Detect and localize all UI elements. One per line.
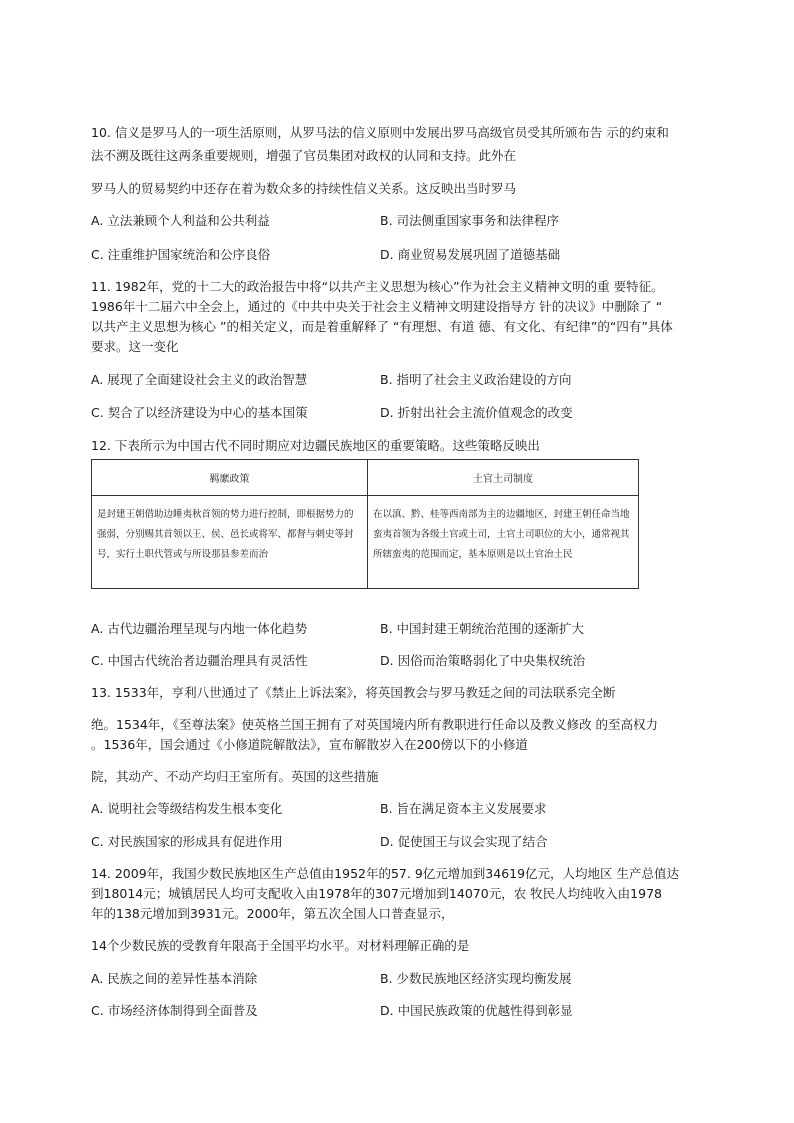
- q13-stem-line-1: 13. 1533年，亨利八世通过了《禁止上诉法案》，将英国教会与罗马教廷之间的司法联系完全断: [91, 685, 616, 700]
- q13-option-c: C. 对民族国家的形成具有促进作用: [91, 834, 283, 849]
- q10-option-c: C. 注重维护国家统治和公序良俗: [91, 247, 271, 262]
- q11-stem-line-3: 以共产主义思想为核心 ”的相关定义，而是着重解释了 “有理想、有道 德、有文化、有纪律”的“四有”具体: [91, 319, 673, 334]
- q12-option-d: D. 因俗而治策略弱化了中央集权统治: [380, 653, 586, 668]
- q11-stem-line-4: 要求。这一变化: [91, 339, 179, 354]
- q14-stem-line-4: 14个少数民族的受教育年限高于全国平均水平。对材料理解正确的是: [91, 938, 470, 953]
- q11-option-b: B. 指明了社会主义政治建设的方向: [380, 372, 572, 387]
- q13-option-d: D. 促使国王与议会实现了结合: [380, 834, 548, 849]
- q13-stem-line-4: 院，其动产、不动产均归王室所有。英国的这些措施: [91, 769, 379, 784]
- q13-option-a: A. 说明社会等级结构发生根本变化: [91, 801, 283, 816]
- q12-stem-line-1: 12. 下表所示为中国古代不同时期应对边疆民族地区的重要策略。这些策略反映出: [91, 438, 540, 453]
- q12-option-c: C. 中国古代统治者边疆治理具有灵活性: [91, 653, 308, 668]
- table-cell-jimi: 是封建王朝借助边睡夷秋首领的势力进行控制，即根据势力的强弱，分别赐其首领以王、侯、邑长或将军、都督与刺史等封号，实行土职代管或与所设那县参差而治: [92, 496, 368, 589]
- q11-stem-line-2: 1986年十二届六中全会上，通过的《中共中央关于社会主义精神文明建设指导方 针的决议》中删除了 “: [91, 299, 663, 314]
- table-header-tusi: 土官土司制度: [368, 460, 639, 496]
- table-cell-tusi: 在以滇、黔、桂等西南部为主的边疆地区，封建王朝任命当地蛮夷首领为各级土官或土司，土官土司职位的大小，通常视其所辖蛮夷的范围而定，基本原则是以土官治土民: [368, 496, 639, 589]
- q11-option-c: C. 契合了以经济建设为中心的基本国策: [91, 405, 308, 420]
- q14-stem-line-3: 年的138元增加到3931元。2000年，第五次全国人口普查显示，: [91, 906, 454, 921]
- q14-option-a: A. 民族之间的差异性基本消除: [91, 971, 258, 986]
- q13-option-b: B. 旨在满足资本主义发展要求: [380, 801, 547, 816]
- q14-stem-line-1: 14. 2009年，我国少数民族地区生产总值由1952年的57. 9亿元增加到34619亿元，人均地区 生产总值达: [91, 866, 680, 881]
- q10-option-a: A. 立法兼顾个人利益和公共利益: [91, 213, 270, 228]
- q13-stem-line-2: 绝。1534年，《至尊法案》使英格兰国王拥有了对英国境内所有教职进行任命以及教义修改 的至高权力: [91, 717, 659, 732]
- q14-option-c: C. 市场经济体制得到全面普及: [91, 1003, 258, 1018]
- q10-stem-line-3: 罗马人的贸易契约中还存在着为数众多的持续性信义关系。这反映出当时罗马: [91, 181, 517, 196]
- q10-stem-line-2: 法不溯及既往这两条重要规则，增强了官员集团对政权的认同和支持。此外在: [91, 148, 517, 163]
- q11-option-a: A. 展现了全面建设社会主义的政治智慧: [91, 372, 308, 387]
- table-header-jimi: 羁縻政策: [92, 460, 368, 496]
- q14-stem-line-2: 到18014元；城镇居民人均可支配收入由1978年的307元增加到14070元，农 牧民人均纯收入由1978: [91, 886, 662, 901]
- q11-option-d: D. 折射出社会主流价值观念的改变: [380, 405, 573, 420]
- q10-stem-line-1: 10. 信义是罗马人的一项生活原则，从罗马法的信义原则中发展出罗马高级官员受其所颁布告 示的约束和: [91, 125, 669, 140]
- q11-stem-line-1: 11. 1982年，党的十二大的政治报告中将“以共产主义思想为核心”作为社会主义精神文明的重 要特征。: [91, 279, 664, 294]
- q12-option-b: B. 中国封建王朝统治范围的逐渐扩大: [380, 621, 585, 636]
- q10-option-d: D. 商业贸易发展巩固了道德基础: [380, 247, 561, 262]
- q14-option-d: D. 中国民族政策的优越性得到彰显: [380, 1003, 573, 1018]
- q10-option-b: B. 司法侧重国家事务和法律程序: [380, 213, 560, 228]
- q13-stem-line-3: 。1536年，国会通过《小修道院解散法》，宣布解散岁入在200傍以下的小修道: [91, 737, 528, 752]
- q12-option-a: A. 古代边疆治理呈现与内地一体化趋势: [91, 621, 308, 636]
- q14-option-b: B. 少数民族地区经济实现均衡发展: [380, 971, 572, 986]
- strategy-table: [91, 459, 639, 589]
